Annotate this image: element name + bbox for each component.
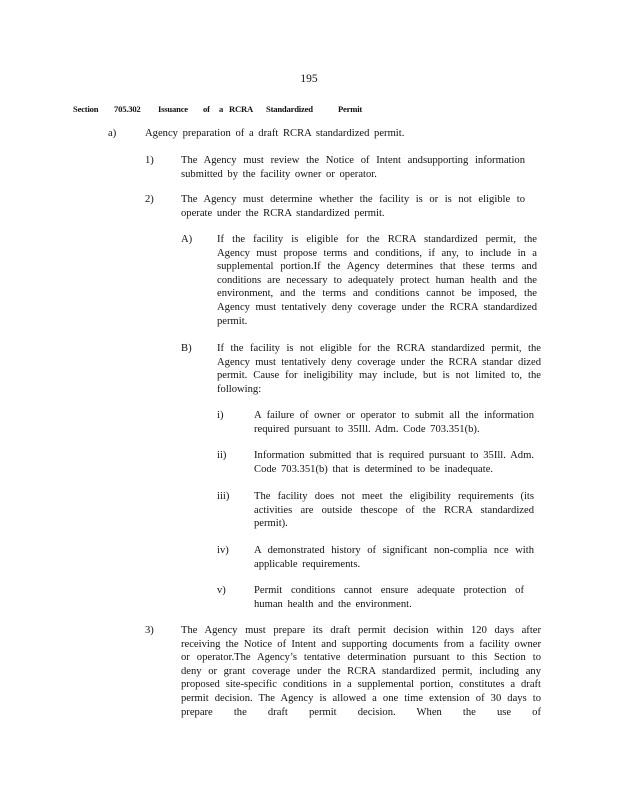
paragraph-marker: iii) — [217, 491, 230, 502]
paragraph-marker: B) — [181, 343, 192, 354]
section-number: 705.302 — [114, 104, 141, 114]
paragraph-text: The Agency must determine whether the facility is or is not eligible to operate under the RCRA standardized permit. — [181, 194, 525, 219]
section-label: Section — [73, 104, 99, 114]
subsection-text: Agency preparation of a draft RCRA standardized permit. — [145, 128, 405, 139]
heading-word: Issuance — [158, 104, 188, 114]
paragraph-marker: i) — [217, 410, 224, 421]
paragraph-text: If the facility is eligible for the RCRA standardized permit, the Agency must propose terms and conditions, if any, to include in a supplemental portion.If the Agency determines that these terms and conditions are necessary to adequately protect human health and the environment, and the terms and conditions cannot be imposed, the Agency must tentatively deny coverage under the RCRA standardized permit. — [217, 234, 537, 327]
paragraph-marker: 2) — [145, 194, 154, 205]
paragraph-text: Permit conditions cannot ensure adequate protection of human health and the environment. — [254, 585, 524, 610]
paragraph-text: If the facility is not eligible for the RCRA standardized permit, the Agency must tentatively deny coverage under the RCRA standar dized permit. Cause for ineligibility may include, but is not limited to, the following: — [217, 343, 541, 395]
heading-word: Standardized — [266, 104, 313, 114]
paragraph-text: The Agency must prepare its draft permit decision within 120 days after receiving the Notice of Intent and supporting documents from a facility owner or operator.The Agency’s tentative determination pursuant to this Section to deny or grant coverage under the RCRA standardized permit, including any proposed site-specific conditions in a supplemental portion, constitutes a draft permit decision. The Agency is allowed a one time extension of 30 days to prepare the draft permit decision. When the use of — [181, 625, 541, 718]
heading-word: a — [219, 104, 224, 114]
subsection-marker: a) — [108, 128, 117, 139]
heading-word: of — [203, 104, 210, 114]
paragraph-marker: v) — [217, 585, 226, 596]
paragraph-text: The facility does not meet the eligibility requirements (its activities are outside thescope of the RCRA standardized permit). — [254, 491, 534, 530]
paragraph-text: Information submitted that is required pursuant to 35Ill. Adm. Code 703.351(b) that is determined to be inadequate. — [254, 450, 534, 475]
paragraph-text: The Agency must review the Notice of Intent andsupporting information submitted by the facility owner or operator. — [181, 155, 525, 180]
paragraph-marker: iv) — [217, 545, 229, 556]
paragraph-marker: 3) — [145, 625, 154, 636]
heading-word: RCRA — [229, 104, 254, 114]
heading-word: Permit — [338, 104, 363, 114]
paragraph-marker: ii) — [217, 450, 227, 461]
paragraph-text: A demonstrated history of significant non-complia nce with applicable requirements. — [254, 545, 534, 570]
page-number: 195 — [300, 73, 318, 85]
paragraph-text: A failure of owner or operator to submit all the information required pursuant to 35Ill. Adm. Code 703.351(b). — [254, 410, 534, 435]
paragraph-marker: A) — [181, 234, 193, 245]
paragraph-marker: 1) — [145, 155, 154, 166]
